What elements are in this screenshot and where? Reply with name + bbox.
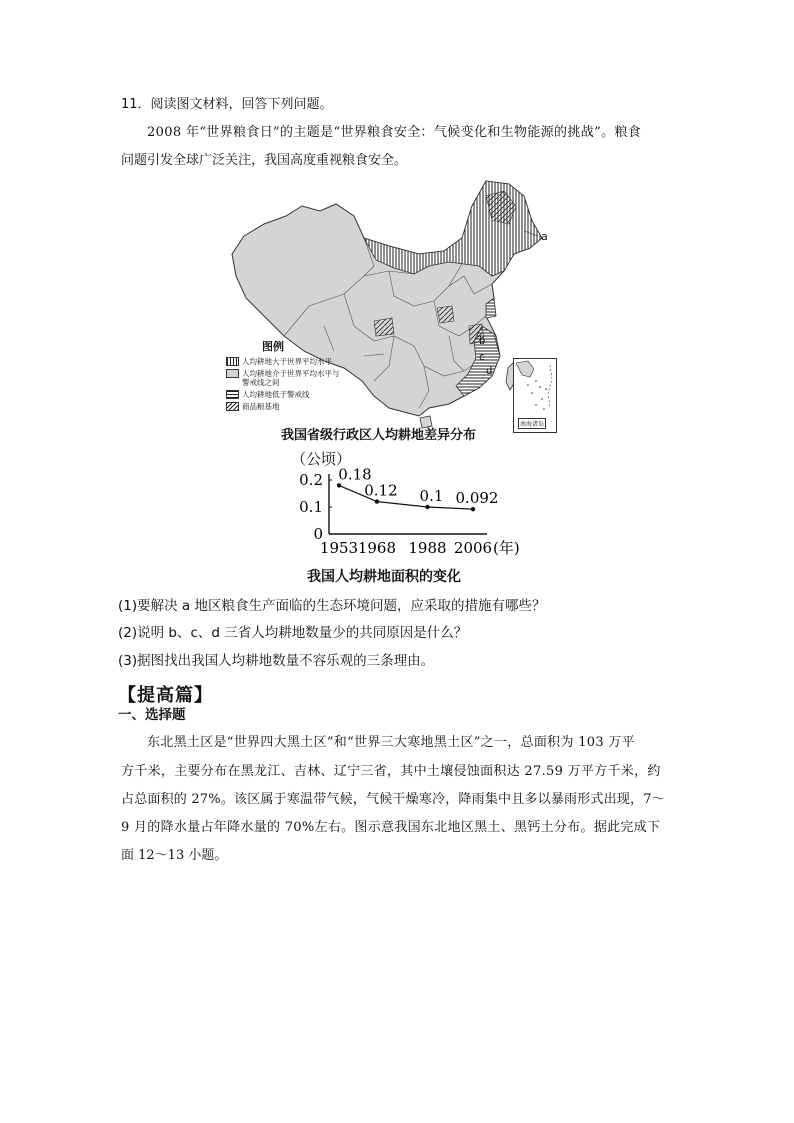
chart-data-point <box>375 499 379 503</box>
region-above-world-average <box>364 181 542 276</box>
question-11-paragraph-line-2: 问题引发全球广泛关注，我国高度重视粮食安全。 <box>121 153 408 168</box>
section-paragraph-line-5: 面 12～13 小题。 <box>121 848 228 863</box>
legend-item-grain-base: 商品粮基地 <box>226 402 346 411</box>
legend-swatch-gray <box>226 369 239 378</box>
section-sub-heading: 一、选择题 <box>118 707 186 723</box>
question-11-title: 11．阅读图文材料，回答下列问题。 <box>121 97 333 112</box>
section-paragraph-line-4: 9 月的降水量占年降水量的 70%左右。图示意我国东北地区黑土、黑钙土分布。据此完成下 <box>121 820 661 835</box>
chart-data-label: 0.12 <box>364 481 398 500</box>
sub-question-1: (1)要解决 a 地区粮食生产面临的生态环境问题，应采取的措施有哪些？ <box>118 598 546 614</box>
china-farmland-map <box>224 176 554 436</box>
chart-x-tick-label: 1988 <box>408 539 447 557</box>
map-caption: 我国省级行政区人均耕地差异分布 <box>281 428 477 443</box>
chart-data-point <box>337 483 341 487</box>
map-label-a: a <box>541 230 548 243</box>
legend-item-between: 人均耕地介于世界平均水平与警戒线之间 <box>226 369 341 387</box>
legend-swatch-vertical-lines <box>226 357 239 366</box>
chart-data-label: 0.18 <box>338 465 372 484</box>
section-paragraph-line-2: 方千米，主要分布在黑龙江、吉林、辽宁三省，其中土壤侵蚀面积达 27.59 万平方千米，约 <box>121 764 661 779</box>
legend-item-above: 人均耕地大于世界平均水平 <box>226 357 346 366</box>
chart-series-line <box>339 485 473 509</box>
grain-base-chengdu <box>374 318 394 336</box>
per-capita-farmland-chart <box>285 448 525 588</box>
chart-y-tick-label: 0.1 <box>299 498 323 516</box>
legend-swatch-diagonal-lines <box>226 402 239 411</box>
inset-label: 南海诸岛 <box>518 418 546 429</box>
map-label-b: b <box>479 336 486 347</box>
sub-question-2: (2)说明 b、c、d 三省人均耕地数量少的共同原因是什么？ <box>118 625 468 641</box>
chart-x-tick-label: 1953 <box>319 539 359 557</box>
chart-x-unit-label: (年) <box>493 539 520 557</box>
question-11-paragraph-line-1: 2008 年“世界粮食日”的主题是“世界粮食安全：气候变化和生物能源的挑战”。粮食 <box>147 125 642 140</box>
legend-item-below: 人均耕地低于警戒线 <box>226 390 346 399</box>
chart-data-label: 0.1 <box>419 487 444 505</box>
chart-data-point <box>425 505 429 509</box>
chart-y-tick-label: 0 <box>313 525 323 543</box>
legend-swatch-horizontal-lines <box>226 390 239 399</box>
chart-y-axis-label: （公顷） <box>291 450 352 468</box>
map-label-d: d <box>486 366 493 377</box>
map-legend <box>226 338 346 411</box>
chart-x-tick-label: 2006 <box>453 539 493 557</box>
chart-data-label: 0.092 <box>455 489 499 508</box>
chart-x-tick-label: 1968 <box>357 539 397 557</box>
legend-title: 图例 <box>262 340 284 353</box>
chart-y-tick-label: 0.2 <box>299 471 323 489</box>
map-label-c: c <box>479 352 485 363</box>
south-china-sea-inset <box>513 358 557 433</box>
section-paragraph-line-3: 占总面积的 27%。该区属于寒温带气候，气候干燥寒冷，降雨集中且多以暴雨形式出现，7～ <box>121 792 665 807</box>
grain-base-jianghan <box>437 306 454 323</box>
section-heading: 【提高篇】 <box>118 685 213 706</box>
section-paragraph-line-1: 东北黑土区是“世界四大黑土区”和“世界三大寒地黑土区”之一，总面积为 103 万平 <box>147 735 635 750</box>
inset-svg <box>514 359 556 419</box>
chart-title: 我国人均耕地面积的变化 <box>307 569 461 585</box>
chart-data-point <box>471 507 475 511</box>
sub-question-3: (3)据图找出我国人均耕地数量不容乐观的三条理由。 <box>118 653 435 669</box>
